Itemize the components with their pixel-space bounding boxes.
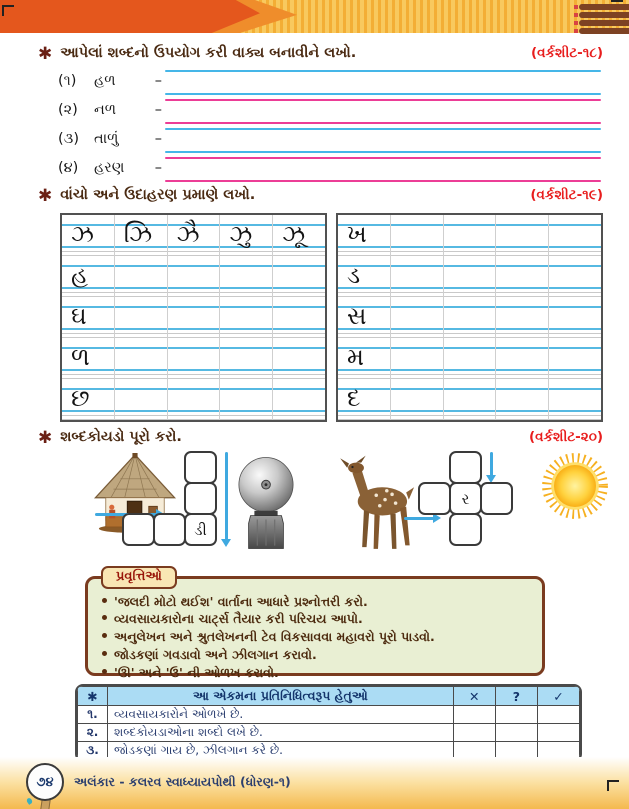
- crossword-cell: [480, 482, 513, 515]
- grid-cell-empty: [168, 338, 221, 379]
- row-number: ૩.: [78, 742, 108, 760]
- item-number: (૩): [58, 131, 79, 147]
- check-icon: ✓: [537, 687, 579, 706]
- section-header: [38, 428, 603, 448]
- item-dash: –: [154, 73, 162, 89]
- crop-mark: [2, 5, 14, 16]
- table-title: આ એકમના પ્રતિનિધિત્વરૂપ હેતુઓ: [108, 687, 454, 706]
- crossword-cell: [449, 513, 482, 546]
- crossword-cell: [184, 451, 217, 484]
- mark-cell: [495, 706, 537, 724]
- right-writing-grid: [336, 213, 603, 422]
- section-sentence-writing: [38, 44, 603, 185]
- writing-row: [62, 297, 325, 338]
- writing-row: [62, 256, 325, 297]
- arrow-down-icon: [225, 452, 228, 540]
- section-letter-practice: [38, 186, 603, 422]
- crossword-cell: [153, 513, 186, 546]
- grid-cell-empty: [549, 297, 601, 338]
- row-number: ૨.: [78, 724, 108, 742]
- section-title: વાંચો અને ઉદાહરણ પ્રમાણે લખો.: [60, 187, 256, 203]
- activity-item: [102, 647, 532, 662]
- crop-mark: [607, 780, 619, 791]
- item-word: હળ: [94, 73, 116, 89]
- activities-tab: પ્રવૃત્તિઓ: [101, 566, 177, 589]
- grid-cell-empty: [444, 338, 497, 379]
- question-icon: ?: [495, 687, 537, 706]
- row-number: ૧.: [78, 706, 108, 724]
- mark-cell: [495, 724, 537, 742]
- table-row: [78, 724, 580, 742]
- sentence-item: [38, 156, 603, 185]
- arrow-down-icon: [490, 452, 493, 476]
- grid-cell: છ: [62, 379, 115, 420]
- grid-cell: મ: [338, 338, 391, 379]
- writing-line: [165, 128, 601, 130]
- grid-cell-empty: [444, 297, 497, 338]
- crossword-cell: [122, 513, 155, 546]
- mark-cell: [537, 724, 579, 742]
- grid-cell: હ: [62, 256, 115, 297]
- bullet-dot-icon: [102, 633, 107, 638]
- grid-cell-empty: [496, 379, 549, 420]
- page-footer: [0, 757, 629, 809]
- grid-cell-empty: [273, 338, 325, 379]
- objective-text: જોડકણાં ગાય છે, ઝીલગાન કરે છે.: [108, 742, 454, 760]
- objective-text: વ્યવસાયકારોને ઓળખે છે.: [108, 706, 454, 724]
- grid-cell-empty: [220, 297, 273, 338]
- item-word: હરણ: [94, 160, 125, 176]
- grid-cell-empty: [444, 256, 497, 297]
- grid-cell: ડ: [338, 256, 391, 297]
- grid-cell-empty: [115, 379, 168, 420]
- grid-cell-empty: [273, 379, 325, 420]
- crop-mark: [611, 0, 623, 2]
- grid-cell: દ: [338, 379, 391, 420]
- flower-bullet-icon: ✱: [38, 186, 53, 206]
- left-writing-grid: [60, 213, 327, 422]
- flower-bullet-icon: ✱: [38, 44, 53, 64]
- crossword-area: [38, 451, 603, 557]
- writing-row: [338, 297, 601, 338]
- flower-bullet-icon: ✱: [38, 428, 53, 448]
- writing-line: [165, 122, 601, 124]
- bullet-dot-icon: [102, 615, 107, 620]
- activity-text: 'ઊ' અને 'ઉ' ની ઓળખ કરાવો.: [114, 664, 279, 680]
- sentence-item: [38, 69, 603, 98]
- writing-row: [62, 338, 325, 379]
- worksheet-label: (વર્કશીટ-૧૯): [530, 187, 603, 203]
- item-label: [58, 131, 162, 147]
- section-word-puzzle: [38, 428, 603, 557]
- writing-line: [165, 93, 601, 95]
- grid-cell: ઘ: [62, 297, 115, 338]
- crossword-cell-filled: ર: [449, 482, 482, 515]
- grid-cell-empty: [391, 338, 444, 379]
- grid-cell: ઝૂ: [282, 220, 306, 248]
- grid-cell-empty: [549, 379, 601, 420]
- grid-cell: ઝૈ: [168, 215, 221, 256]
- crossword-cell: [418, 482, 451, 515]
- writing-row: [62, 379, 325, 420]
- grid-cell: ળ: [62, 338, 115, 379]
- mark-cell: [453, 724, 495, 742]
- crossword-cell: [184, 482, 217, 515]
- writing-line: [165, 180, 601, 182]
- mark-cell: [537, 706, 579, 724]
- writing-row: [338, 379, 601, 420]
- grid-cell-empty: [391, 379, 444, 420]
- assessment-table: [75, 684, 582, 762]
- grid-cell-empty: [549, 338, 601, 379]
- grid-cell-empty: [220, 256, 273, 297]
- grid-cell-empty: [115, 338, 168, 379]
- grid-cell-empty: [168, 297, 221, 338]
- grid-cell-empty: [115, 297, 168, 338]
- grid-cell-empty: [444, 215, 497, 256]
- arrow-right-icon: [404, 517, 434, 520]
- item-dash: –: [154, 160, 162, 176]
- grid-cell: સ: [338, 297, 391, 338]
- grid-cell-empty: [220, 379, 273, 420]
- item-dash: –: [154, 102, 162, 118]
- sentence-items: [38, 69, 603, 185]
- writing-line: [165, 99, 601, 101]
- writing-grids: [60, 213, 603, 422]
- item-word: તાળું: [94, 131, 119, 147]
- grid-cell-empty: [496, 297, 549, 338]
- stacked-books-icon: [579, 4, 629, 36]
- crossword-cell-filled: ડી: [184, 513, 217, 546]
- grid-cell-empty: [391, 256, 444, 297]
- activity-item: [102, 611, 532, 626]
- grid-cell: ઝ: [62, 215, 115, 256]
- top-banner: [0, 0, 629, 33]
- item-number: (૪): [58, 160, 79, 176]
- page-number-badge: ૭૪: [26, 763, 64, 801]
- activity-item: [102, 665, 532, 680]
- grid-cell-empty: [115, 256, 168, 297]
- grid-cell-empty: [168, 256, 221, 297]
- grid-cell-empty: [444, 379, 497, 420]
- crossword-cell: [449, 451, 482, 484]
- writing-row: [338, 256, 601, 297]
- grid-cell: ઝિ: [115, 215, 168, 256]
- item-label: [58, 73, 162, 89]
- table-header-row: [78, 687, 580, 706]
- bullet-dot-icon: [102, 669, 107, 674]
- activity-text: વ્યવસાયકારોના ચાર્ટ્સ તૈયાર કરી પરિચય આપો.: [114, 611, 363, 627]
- item-word: નળ: [94, 102, 117, 118]
- activity-item: [102, 594, 532, 609]
- sentence-item: [38, 127, 603, 156]
- book-bar-icon: [579, 20, 629, 26]
- grid-cell-empty: [496, 256, 549, 297]
- table-row: [78, 706, 580, 724]
- grid-cell: ખ: [338, 215, 391, 256]
- section-title: શબ્દકોયડો પૂરો કરો.: [60, 429, 182, 445]
- badge-drop-icon: [26, 797, 34, 805]
- item-dash: –: [154, 131, 162, 147]
- sun-image: [540, 451, 610, 521]
- grid-cell-empty: [391, 297, 444, 338]
- activity-text: 'જલદી મોટો થઈશ' વાર્તાના આધારે પ્રશ્નોત્તરી કરો.: [114, 593, 368, 609]
- book-bar-icon: [579, 28, 629, 34]
- bullet-dot-icon: [102, 651, 107, 656]
- grid-cell-empty: [549, 215, 601, 256]
- writing-line: [165, 151, 601, 153]
- section-title: આપેલાં શબ્દનો ઉપયોગ કરી વાક્ય બનાવીને લખો.: [60, 45, 357, 61]
- grid-cell-empty: [496, 338, 549, 379]
- grid-cell-empty: [273, 297, 325, 338]
- item-number: (૨): [58, 102, 78, 118]
- writing-line: [165, 157, 601, 159]
- writing-line: [165, 70, 601, 72]
- writing-row: [338, 338, 601, 379]
- section-header: [38, 44, 603, 64]
- cross-icon: ✕: [453, 687, 495, 706]
- grid-cell-empty: [549, 256, 601, 297]
- activities-box: [85, 569, 545, 680]
- bullet-dot-icon: [102, 598, 107, 603]
- mark-cell: [453, 706, 495, 724]
- activity-text: જોડકણાં ગવડાવો અને ઝીલગાન કરાવો.: [114, 646, 317, 662]
- book-bar-icon: [579, 4, 629, 10]
- section-header: [38, 186, 603, 206]
- deer-image: [334, 455, 422, 553]
- grid-cell: ઝુ: [220, 215, 273, 256]
- book-bar-icon: [579, 12, 629, 18]
- bell-image: [236, 454, 296, 554]
- item-label: [58, 102, 162, 118]
- worksheet-label: (વર્કશીટ-૧૮): [530, 45, 603, 61]
- objective-text: શબ્દકોયડાઓના શબ્દો લખે છે.: [108, 724, 454, 742]
- grid-cell-empty: [168, 379, 221, 420]
- sentence-item: [38, 98, 603, 127]
- writing-row: [62, 215, 325, 256]
- item-number: (૧): [58, 73, 77, 89]
- grid-cell-empty: [391, 215, 444, 256]
- footer-book-title: અલંકાર - કલરવ સ્વાધ્યાયપોથી (ધોરણ-૧): [74, 774, 291, 789]
- activity-text: અનુલેખન અને શ્રુતલેખનની ટેવ વિકસાવવા મહાવરો પૂરો પાડવો.: [114, 629, 435, 644]
- writing-row: [338, 215, 601, 256]
- grid-cell-empty: [220, 338, 273, 379]
- item-label: [58, 160, 162, 176]
- grid-cell-empty: [273, 256, 325, 297]
- grid-cell-empty: [496, 215, 549, 256]
- worksheet-label: (વર્કશીટ-૨૦): [528, 429, 603, 445]
- activity-item: [102, 629, 532, 644]
- star-icon: ✱: [78, 687, 108, 706]
